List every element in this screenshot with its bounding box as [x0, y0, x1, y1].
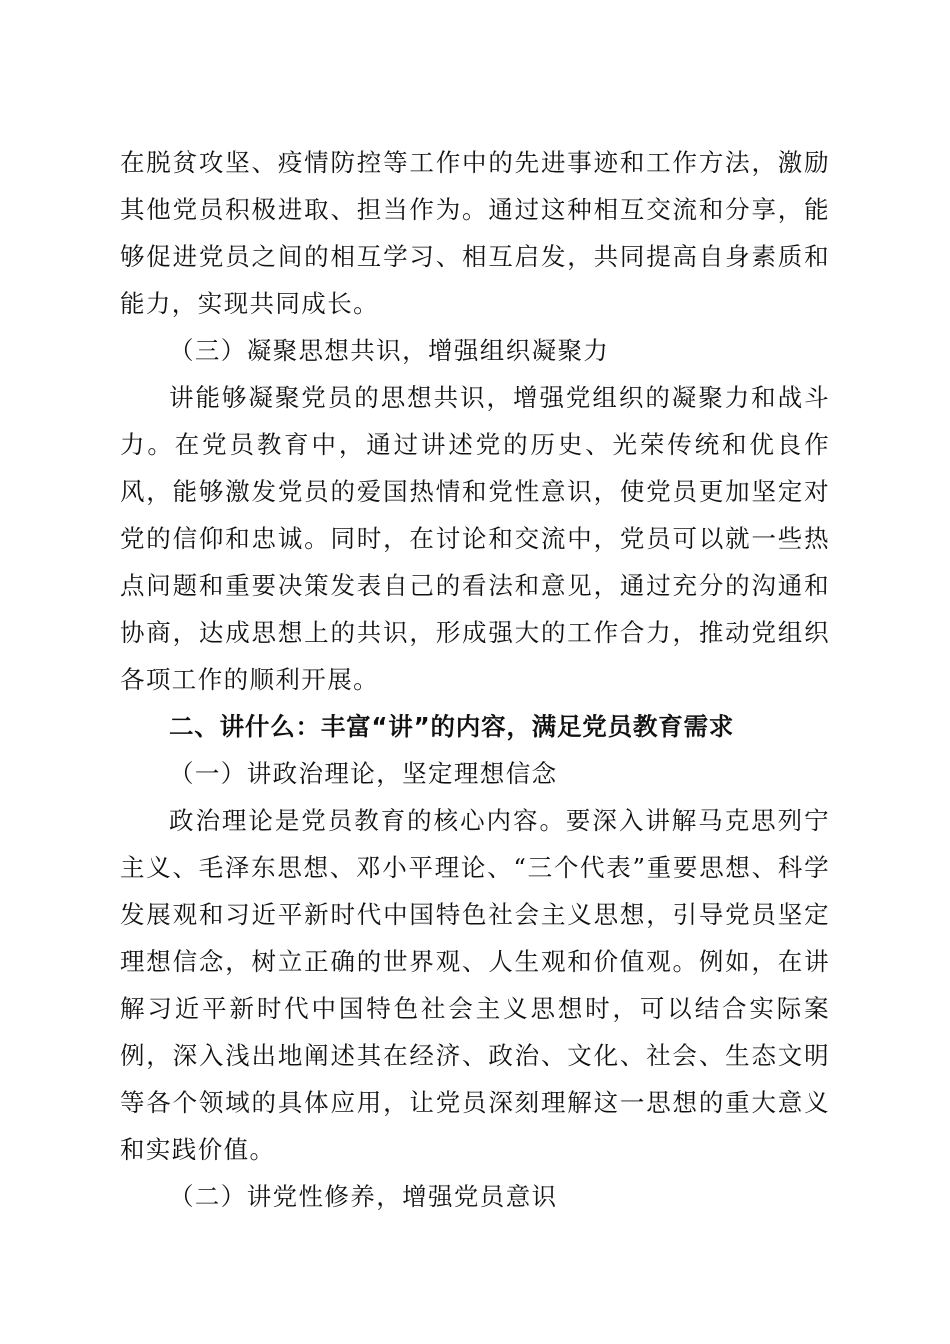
paragraph-continued: 在脱贫攻坚、疫情防控等工作中的先进事迹和工作方法，激励其他党员积极进取、担当作为。通过这种相互交流和分享，能够促进党员之间的相互学习、相互启发，共同提高自身素质和能力，实现共同成长。 [120, 148, 830, 318]
document-body [120, 139, 830, 1220]
sub-heading-3: （三）凝聚思想共识，增强组织凝聚力 [169, 336, 610, 365]
section-heading-2: 二、讲什么：丰富“讲”的内容，满足党员教育需求 [169, 712, 735, 741]
sub-heading-1: （一）讲政治理论，坚定理想信念 [169, 759, 558, 788]
paragraph-political-theory: 政治理论是党员教育的核心内容。要深入讲解马克思列宁主义、毛泽东思想、邓小平理论、“三个代表”重要思想、科学发展观和习近平新时代中国特色社会主义思想，引导党员坚定理想信念，树立正确的世界观、人生观和价值观。例如，在讲解习近平新时代中国特色社会主义思想时，可以结合实际案例，深入浅出地阐述其在经济、政治、文化、社会、生态文明等各个领域的具体应用，让党员深刻理解这一思想的重大意义和实践价值。 [120, 806, 830, 1164]
paragraph-cohesion: 讲能够凝聚党员的思想共识，增强党组织的凝聚力和战斗力。在党员教育中，通过讲述党的历史、光荣传统和优良作风，能够激发党员的爱国热情和党性意识，使党员更加坚定对党的信仰和忠诚。同时，在讨论和交流中，党员可以就一些热点问题和重要决策发表自己的看法和意见，通过充分的沟通和协商，达成思想上的共识，形成强大的工作合力，推动党组织各项工作的顺利开展。 [120, 383, 830, 694]
sub-heading-2: （二）讲党性修养，增强党员意识 [169, 1182, 558, 1211]
